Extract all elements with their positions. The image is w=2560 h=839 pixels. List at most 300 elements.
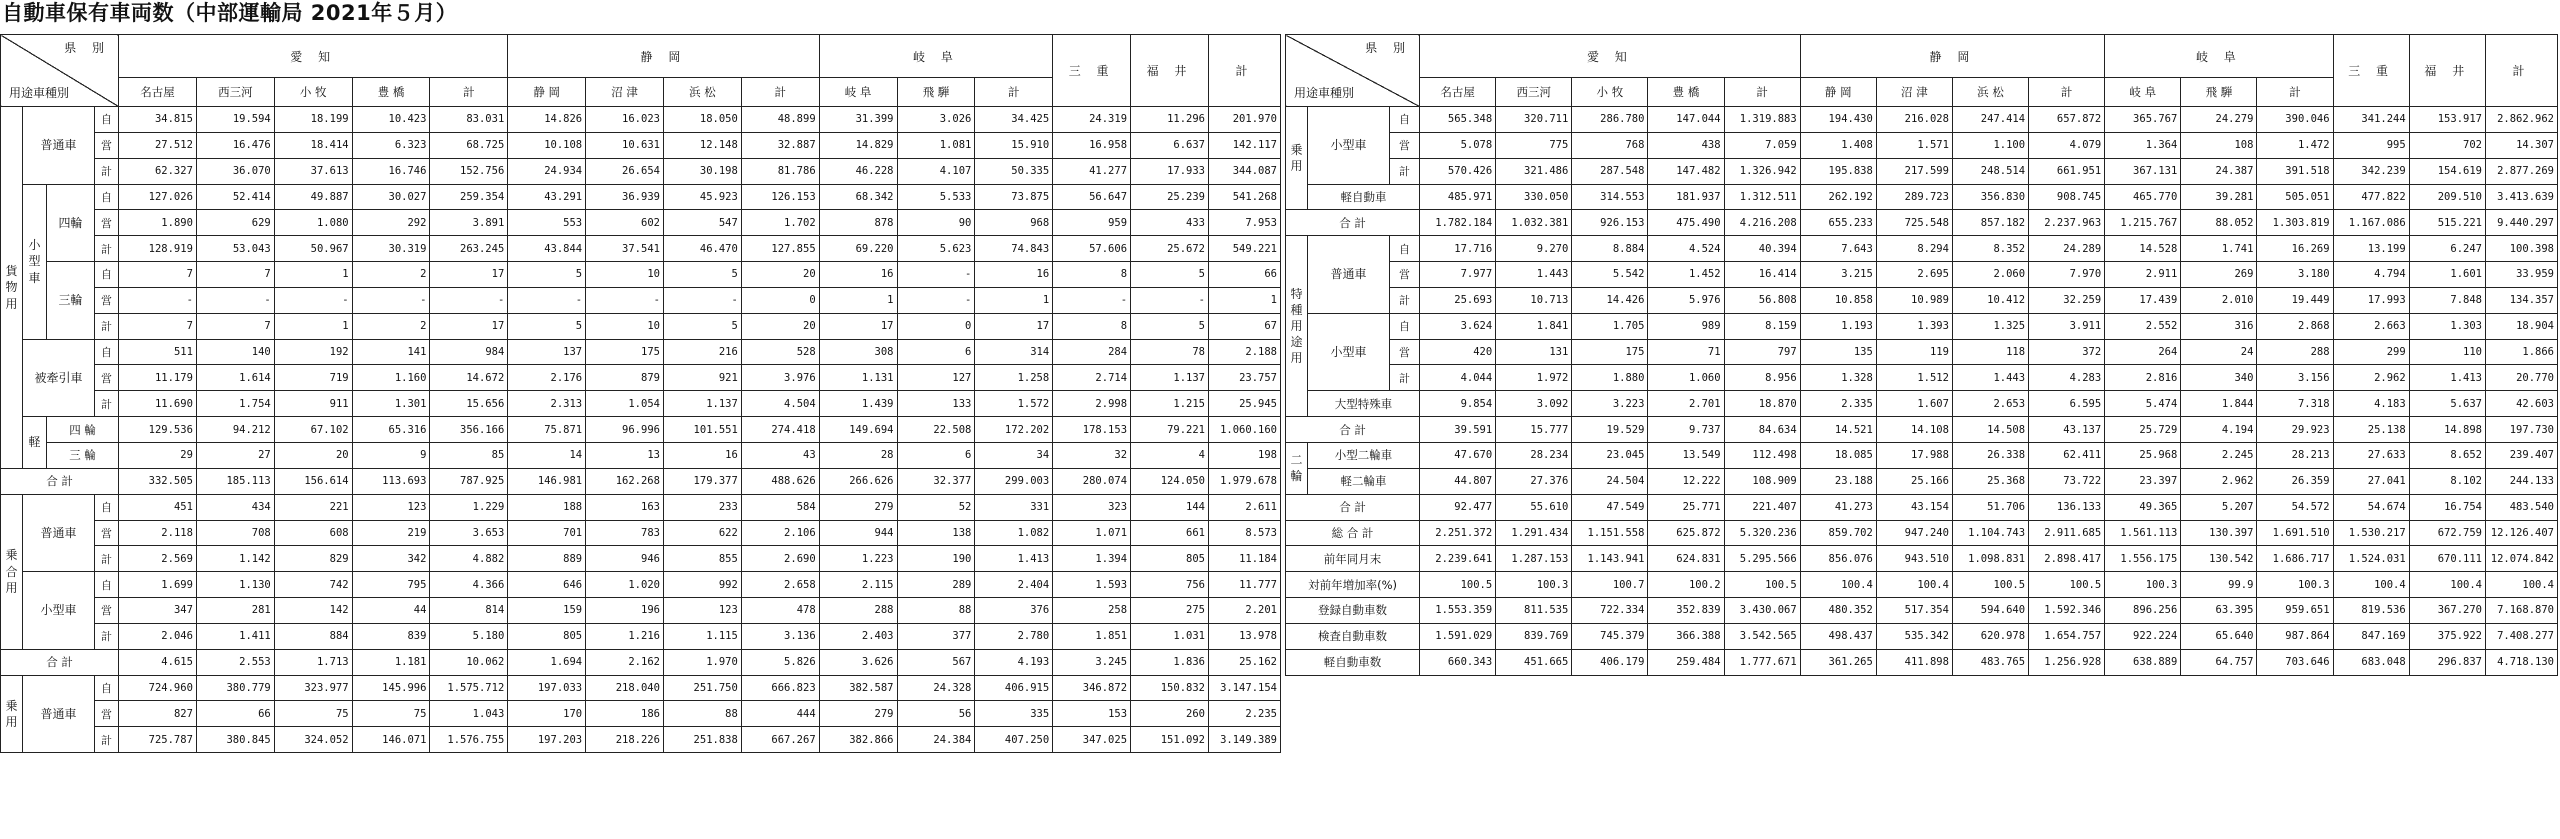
value-cell: 142 [274,598,352,624]
value-cell: 1.575.712 [430,675,508,701]
value-cell: 5 [1131,262,1209,288]
value-cell: 23.188 [1800,468,1876,494]
bus-small-label: 小型車 [23,572,95,650]
value-cell: 884 [274,623,352,649]
value-cell: 5.474 [2105,391,2181,417]
ownership-label: 自 [1390,236,1420,262]
value-cell: 1.256.928 [2029,649,2105,675]
right-table-row [1286,132,2558,158]
value-cell: 480.352 [1800,598,1876,624]
value-cell: 2 [352,262,430,288]
value-cell: 483.540 [2486,494,2558,520]
value-cell: 4.504 [741,391,819,417]
value-cell: 5.533 [897,184,975,210]
left-table-row [1,365,1281,391]
value-cell: 144 [1131,494,1209,520]
district-header-gifu-1: 飛 騨 [2181,78,2257,107]
value-cell: 1 [1209,287,1281,313]
value-cell: 1.443 [1496,262,1572,288]
ownership-label: 営 [1390,262,1420,288]
value-cell: 4.524 [1648,236,1724,262]
value-cell: 346.872 [1053,675,1131,701]
value-cell: 478 [741,598,819,624]
value-cell: 2.235 [1209,701,1281,727]
towed-label: 被牽引車 [23,339,95,417]
value-cell: 995 [2333,132,2409,158]
value-cell: 46.228 [819,158,897,184]
value-cell: 3.147.154 [1209,675,1281,701]
value-cell: 9.737 [1648,417,1724,443]
value-cell: 624.831 [1648,546,1724,572]
value-cell: 30.319 [352,236,430,262]
value-cell: 1.614 [196,365,274,391]
value-cell: 251.750 [663,675,741,701]
value-cell: 52 [897,494,975,520]
value-cell: 2.313 [508,391,586,417]
ownership-label: 計 [95,727,119,753]
value-cell: 8.102 [2409,468,2485,494]
value-cell: 7 [196,313,274,339]
value-cell: 7 [119,262,197,288]
value-cell: 683.048 [2333,649,2409,675]
value-cell: 5 [663,262,741,288]
value-cell: 18.904 [2486,313,2558,339]
value-cell: 847.169 [2333,623,2409,649]
value-cell: 54.674 [2333,494,2409,520]
value-cell: 123 [352,494,430,520]
value-cell: 783 [586,520,664,546]
value-cell: 1 [274,262,352,288]
ownership-label: 自 [95,339,119,365]
small-motorcycle-label: 小型二輪車 [1308,442,1420,468]
value-cell: 342 [352,546,430,572]
left-table-row [1,262,1281,288]
value-cell: 434 [196,494,274,520]
value-cell: 247.414 [1952,107,2028,133]
value-cell: 25.166 [1876,468,1952,494]
value-cell: 11.690 [119,391,197,417]
value-cell: 10 [586,313,664,339]
value-cell: 7.318 [2257,391,2333,417]
value-cell: 146.981 [508,468,586,494]
value-cell: 113.693 [352,468,430,494]
value-cell: 921 [663,365,741,391]
ownership-label: 自 [1390,107,1420,133]
value-cell: 90 [897,210,975,236]
value-cell: 1.151.558 [1572,520,1648,546]
value-cell: 14.108 [1876,417,1952,443]
value-cell: 24.279 [2181,107,2257,133]
right-table-row [1286,572,2558,598]
value-cell: 1.601 [2409,262,2485,288]
left-table-row [1,184,1281,210]
value-cell: 24.289 [2029,236,2105,262]
value-cell: 2.998 [1053,391,1131,417]
value-cell: 73.875 [975,184,1053,210]
ownership-label: 営 [95,365,119,391]
value-cell: 855 [663,546,741,572]
value-cell: 149.694 [819,417,897,443]
value-cell: - [119,287,197,313]
value-cell: 321.486 [1496,158,1572,184]
value-cell: 1.032.381 [1496,210,1572,236]
right-table-row [1286,623,2558,649]
ownership-label: 計 [95,623,119,649]
value-cell: 195.838 [1800,158,1876,184]
value-cell: 248.514 [1952,158,2028,184]
value-cell: 2.816 [2105,365,2181,391]
value-cell: 859.702 [1800,520,1876,546]
value-cell: 989 [1648,313,1724,339]
value-cell: 2.868 [2257,313,2333,339]
right-table-row [1286,417,2558,443]
value-cell: 118 [1952,339,2028,365]
value-cell: 878 [819,210,897,236]
value-cell: 511 [119,339,197,365]
value-cell: 127.026 [119,184,197,210]
value-cell: 259.484 [1648,649,1724,675]
value-cell: 1.561.113 [2105,520,2181,546]
value-cell: 367.131 [2105,158,2181,184]
value-cell: 5 [508,262,586,288]
value-cell: 594.640 [1952,598,2028,624]
right-table-row [1286,236,2558,262]
value-cell: 36.070 [196,158,274,184]
value-cell: 342.239 [2333,158,2409,184]
ownership-label: 自 [95,494,119,520]
value-cell: 3.413.639 [2486,184,2558,210]
value-cell: 2.162 [586,649,664,675]
value-cell: 19.594 [196,107,274,133]
value-cell: 209.510 [2409,184,2485,210]
value-cell: 1.181 [352,649,430,675]
value-cell: 162.268 [586,468,664,494]
value-cell: 2.911.685 [2029,520,2105,546]
value-cell: 185.113 [196,468,274,494]
value-cell: 56.808 [1724,287,1800,313]
right-corner-header [1286,35,1420,107]
value-cell: 259.354 [430,184,508,210]
value-cell: 1.060 [1648,365,1724,391]
value-cell: 1.142 [196,546,274,572]
value-cell: 11.179 [119,365,197,391]
value-cell: 37.541 [586,236,664,262]
value-cell: 108.909 [1724,468,1800,494]
value-cell: 4.794 [2333,262,2409,288]
value-cell: 959.651 [2257,598,2333,624]
value-cell: 3.092 [1496,391,1572,417]
value-cell: 5 [508,313,586,339]
passenger-label: 乗用 [1,675,23,753]
value-cell: 23.045 [1572,442,1648,468]
value-cell: 407.250 [975,727,1053,753]
value-cell: 197.033 [508,675,586,701]
value-cell: 1.081 [897,132,975,158]
value-cell: 5.542 [1572,262,1648,288]
kei-car-label: 軽自動車 [1308,184,1420,210]
value-cell: 1.167.086 [2333,210,2409,236]
value-cell: 43.844 [508,236,586,262]
value-cell: 2.714 [1053,365,1131,391]
value-cell: 406.915 [975,675,1053,701]
value-cell: 100.4 [2486,572,2558,598]
value-cell: 3.149.389 [1209,727,1281,753]
value-cell: 1.654.757 [2029,623,2105,649]
value-cell: 26.654 [586,158,664,184]
value-cell: 141 [352,339,430,365]
value-cell: 926.153 [1572,210,1648,236]
value-cell: 44.807 [1420,468,1496,494]
three-wheel-label: 三輪 [47,262,95,340]
value-cell: 20 [274,442,352,468]
value-cell: 287.548 [1572,158,1648,184]
ownership-label: 計 [95,236,119,262]
value-cell: 1.143.941 [1572,546,1648,572]
value-cell: 16.023 [586,107,664,133]
right-table-row [1286,520,2558,546]
bus-standard-label: 普通車 [23,494,95,572]
value-cell: 233 [663,494,741,520]
value-cell: 1.054 [586,391,664,417]
value-cell: 30.198 [663,158,741,184]
value-cell: 1.229 [430,494,508,520]
value-cell: 6.595 [2029,391,2105,417]
value-cell: 181.937 [1648,184,1724,210]
value-cell: 251.838 [663,727,741,753]
value-cell: - [430,287,508,313]
value-cell: 100.4 [1800,572,1876,598]
value-cell: 14.672 [430,365,508,391]
value-cell: 947.240 [1876,520,1952,546]
left-table-row [1,572,1281,598]
value-cell: 81.786 [741,158,819,184]
value-cell: 1.836 [1131,649,1209,675]
value-cell: 608 [274,520,352,546]
value-cell: 1.572 [975,391,1053,417]
right-table-row [1286,107,2558,133]
value-cell: 9 [352,442,430,468]
ownership-label: 営 [95,132,119,158]
value-cell: 1.100 [1952,132,2028,158]
value-cell: 1.408 [1800,132,1876,158]
value-cell: 146.071 [352,727,430,753]
value-cell: 320.711 [1496,107,1572,133]
ownership-label: 計 [1390,365,1420,391]
value-cell: 380.845 [196,727,274,753]
value-cell: 1.524.031 [2333,546,2409,572]
value-cell: 16.746 [352,158,430,184]
value-cell: 1.890 [119,210,197,236]
value-cell: 1.326.942 [1724,158,1800,184]
value-cell: 1.301 [352,391,430,417]
value-cell: 288 [819,598,897,624]
value-cell: 433 [1131,210,1209,236]
value-cell: 281 [196,598,274,624]
value-cell: 2.251.372 [1420,520,1496,546]
value-cell: 1.472 [2257,132,2333,158]
value-cell: 20 [741,262,819,288]
value-cell: 4.366 [430,572,508,598]
value-cell: 25.672 [1131,236,1209,262]
value-cell: 16.269 [2257,236,2333,262]
value-cell: 911 [274,391,352,417]
value-cell: 775 [1496,132,1572,158]
value-cell: 1.844 [2181,391,2257,417]
left-table-row [1,701,1281,727]
value-cell: 11.296 [1131,107,1209,133]
value-cell: 1.443 [1952,365,2028,391]
value-cell: 1 [819,287,897,313]
value-cell: 71 [1648,339,1724,365]
district-header-aichi-2: 小 牧 [274,78,352,107]
value-cell: 280.074 [1053,468,1131,494]
value-cell: 451.665 [1496,649,1572,675]
value-cell: 170 [508,701,586,727]
district-header-aichi-0: 名古屋 [1420,78,1496,107]
value-cell: 797 [1724,339,1800,365]
value-cell: 56.647 [1053,184,1131,210]
value-cell: 1.137 [1131,365,1209,391]
value-cell: 1.694 [508,649,586,675]
value-cell: 85 [430,442,508,468]
value-cell: 14.307 [2486,132,2558,158]
value-cell: - [1053,287,1131,313]
value-cell: 1.160 [352,365,430,391]
value-cell: 2.877.269 [2486,158,2558,184]
kei-label: 軽 [23,417,47,469]
ownership-label: 自 [95,675,119,701]
value-cell: 4.718.130 [2486,649,2558,675]
value-cell: 18.414 [274,132,352,158]
corner-usage-label: 用途車種別 [1294,86,1355,100]
value-cell: 1.082 [975,520,1053,546]
value-cell: 244.133 [2486,468,2558,494]
value-cell: 889 [508,546,586,572]
value-cell: 661 [1131,520,1209,546]
value-cell: 288 [2257,339,2333,365]
value-cell: 827 [119,701,197,727]
value-cell: 703.646 [2257,649,2333,675]
value-cell: 638.889 [2105,649,2181,675]
value-cell: 7.970 [2029,262,2105,288]
value-cell: 75.871 [508,417,586,443]
value-cell: 3.215 [1800,262,1876,288]
ownership-label: 営 [95,287,119,313]
value-cell: 814 [430,598,508,624]
cargo-label: 貨物用 [1,107,23,469]
value-cell: 43.154 [1876,494,1952,520]
value-cell: 100.5 [1952,572,2028,598]
value-cell: 124.050 [1131,468,1209,494]
district-header-shizuoka-2: 浜 松 [1952,78,2028,107]
value-cell: 20.770 [2486,365,2558,391]
value-cell: 156.614 [274,468,352,494]
value-cell: 2.106 [741,520,819,546]
value-cell: 406.179 [1572,649,1648,675]
value-cell: 2.245 [2181,442,2257,468]
value-cell: 444 [741,701,819,727]
value-cell: 52.414 [196,184,274,210]
value-cell: 2.653 [1952,391,2028,417]
value-cell: 34.815 [119,107,197,133]
ownership-label: 計 [1390,287,1420,313]
value-cell: 15.910 [975,132,1053,158]
value-cell: 541.268 [1209,184,1281,210]
value-cell: 549.221 [1209,236,1281,262]
value-cell: 88 [897,598,975,624]
value-cell: 7 [119,313,197,339]
value-cell: 50.967 [274,236,352,262]
value-cell: 24.328 [897,675,975,701]
value-cell: 62.327 [119,158,197,184]
value-cell: 3.180 [2257,262,2333,288]
value-cell: 5.623 [897,236,975,262]
value-cell: 57.606 [1053,236,1131,262]
value-cell: 1.592.346 [2029,598,2105,624]
value-cell: 14.426 [1572,287,1648,313]
small-label: 小型車 [23,184,47,339]
value-cell: 1.782.184 [1420,210,1496,236]
value-cell: 756 [1131,572,1209,598]
value-cell: 198 [1209,442,1281,468]
value-cell: 1.591.029 [1420,623,1496,649]
district-header-shizuoka-0: 静 岡 [508,78,586,107]
value-cell: 553 [508,210,586,236]
value-cell: 55.610 [1496,494,1572,520]
value-cell: 41.273 [1800,494,1876,520]
value-cell: 367.270 [2409,598,2485,624]
right-table-row [1286,598,2558,624]
pref-aichi-header: 愛 知 [1420,35,1801,78]
value-cell: 879 [586,365,664,391]
value-cell: 24.504 [1572,468,1648,494]
bus-total-label: 合 計 [1,649,119,675]
value-cell: - [352,287,430,313]
value-cell: 11.777 [1209,572,1281,598]
value-cell: 5.320.236 [1724,520,1800,546]
value-cell: 667.267 [741,727,819,753]
value-cell: 332.505 [119,468,197,494]
value-cell: 584 [741,494,819,520]
pref-shizuoka-header: 静 岡 [1800,35,2105,78]
value-cell: 2.658 [741,572,819,598]
value-cell: 620.978 [1952,623,2028,649]
left-table-row [1,598,1281,624]
value-cell: 344.087 [1209,158,1281,184]
value-cell: 18.050 [663,107,741,133]
value-cell: 258 [1053,598,1131,624]
value-cell: 922.224 [2105,623,2181,649]
value-cell: 73.722 [2029,468,2105,494]
value-cell: 361.265 [1800,649,1876,675]
value-cell: 14.829 [819,132,897,158]
value-cell: 646 [508,572,586,598]
value-cell: 347.025 [1053,727,1131,753]
value-cell: 943.510 [1876,546,1952,572]
bus-label: 乗合用 [1,494,23,649]
value-cell: 1.556.175 [2105,546,2181,572]
grand-total-label: 総 合 計 [1286,520,1420,546]
value-cell: 68.342 [819,184,897,210]
value-cell: 19.449 [2257,287,2333,313]
value-cell: 152.756 [430,158,508,184]
value-cell: 1.303.819 [2257,210,2333,236]
value-cell: 221 [274,494,352,520]
value-cell: 2.611 [1209,494,1281,520]
value-cell: 27.512 [119,132,197,158]
value-cell: 66 [1209,262,1281,288]
value-cell: 13.978 [1209,623,1281,649]
